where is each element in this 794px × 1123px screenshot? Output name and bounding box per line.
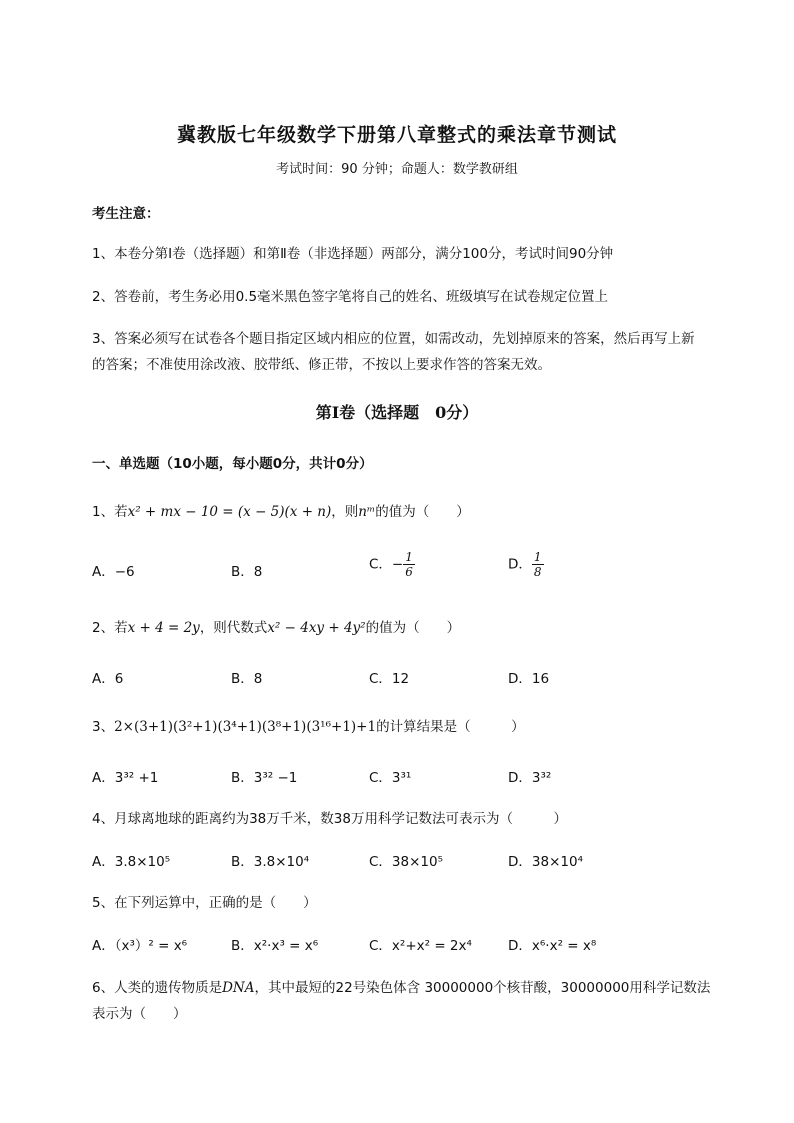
question-3-suffix: 的计算结果是（ ） — [376, 719, 525, 735]
question-1-prefix: 1、若 — [92, 504, 128, 520]
question-6-line-2: 表示为（ ） — [92, 1006, 187, 1022]
question-6-prefix: 6、人类的遗传物质是 — [92, 980, 223, 996]
notice-item-2: 2、答卷前，考生务必用0.5毫米黑色签字笔将自己的姓名、班级填写在试卷规定位置上 — [92, 289, 609, 305]
notice-heading: 考生注意： — [92, 206, 160, 222]
question-3-option-a: A．3³² +1 — [92, 770, 159, 786]
section-heading: 一、单选题（10小题，每小题0分，共计0分） — [92, 456, 373, 472]
question-2-option-d: D．16 — [508, 671, 550, 687]
question-1-power: nᵐ — [358, 504, 376, 520]
question-1 — [92, 500, 470, 520]
question-5-option-a: A．（x³）² = x⁶ — [92, 938, 188, 954]
question-1-option-c-fraction — [403, 550, 415, 579]
question-1-option-b: B．8 — [231, 564, 263, 580]
question-3-option-b: B．3³² −1 — [231, 770, 298, 786]
fraction-numerator: 1 — [533, 550, 542, 564]
question-5-option-b: B．x²·x³ = x⁶ — [231, 938, 319, 954]
question-1-option-d-prefix: D． — [508, 556, 532, 573]
question-5-option-d: D．x⁶·x² = x⁸ — [508, 938, 597, 954]
notice-item-3-line-2: 的答案；不准使用涂改液、胶带纸、修正带，不按以上要求作答的答案无效。 — [92, 357, 551, 373]
notice-item-3-line-1: 3、答案必须写在试卷各个题目指定区域内相应的位置，如需改动，先划掉原来的答案，然后再写上新 — [92, 331, 695, 347]
question-6-suffix: ，其中最短的22号染色体含 30000000个核苷酸，30000000用科学记数法 — [254, 980, 711, 996]
question-1-option-c-prefix: C．− — [369, 556, 404, 573]
question-2-mid: ，则代数式 — [199, 620, 268, 636]
question-5-option-c: C．x²+x² = 2x⁴ — [369, 938, 472, 954]
question-3-expression: 2×(3+1)(3²+1)(3⁴+1)(3⁸+1)(3¹⁶+1)+1 — [114, 719, 377, 735]
question-3-prefix: 3、 — [92, 719, 115, 735]
question-2-option-a: A．6 — [92, 671, 124, 687]
part-1-title: 第Ⅰ卷（选择题 0分） — [315, 403, 479, 422]
question-2-option-c: C．12 — [369, 671, 410, 687]
question-3-option-d: D．3³² — [508, 770, 552, 786]
question-2-suffix: 的值为（ ） — [365, 620, 461, 636]
question-5: 5、在下列运算中，正确的是（ ） — [92, 895, 317, 911]
question-4-option-d: D．38×10⁴ — [508, 854, 583, 870]
question-1-option-d — [508, 550, 544, 579]
notice-item-1: 1、本卷分第Ⅰ卷（选择题）和第Ⅱ卷（非选择题）两部分，满分100分，考试时间90分钟 — [92, 246, 614, 262]
question-1-option-c — [369, 550, 415, 579]
question-2 — [92, 616, 460, 636]
question-2-equation: x + 4 = 2y — [127, 620, 200, 636]
question-2-prefix: 2、若 — [92, 620, 128, 636]
question-4-option-a: A．3.8×10⁵ — [92, 854, 171, 870]
question-2-expression: x² − 4xy + 4y² — [267, 620, 366, 636]
question-3-option-c: C．3³¹ — [369, 770, 412, 786]
fraction-denominator: 8 — [533, 565, 542, 579]
question-1-equation: x² + mx − 10 = (x − 5)(x + n) — [127, 504, 332, 520]
question-1-option-d-fraction — [532, 550, 544, 579]
question-1-option-a: A．−6 — [92, 564, 135, 580]
question-2-option-b: B．8 — [231, 671, 263, 687]
question-1-mid: ，则 — [331, 504, 359, 520]
page-title: 冀教版七年级数学下册第八章整式的乘法章节测试 — [176, 124, 617, 146]
question-4-option-b: B．3.8×10⁴ — [231, 854, 310, 870]
question-4: 4、月球离地球的距离约为38万千米，数38万用科学记数法可表示为（ ） — [92, 811, 567, 827]
exam-subtitle: 考试时间：90 分钟；命题人：数学教研组 — [276, 162, 518, 177]
question-1-suffix: 的值为（ ） — [375, 504, 470, 520]
question-6-line-1 — [92, 976, 710, 996]
question-4-option-c: C．38×10⁵ — [369, 854, 444, 870]
question-6-dna: DNA — [222, 980, 255, 996]
fraction-denominator: 6 — [405, 565, 413, 579]
fraction-numerator: 1 — [405, 550, 413, 564]
question-3 — [92, 715, 525, 735]
